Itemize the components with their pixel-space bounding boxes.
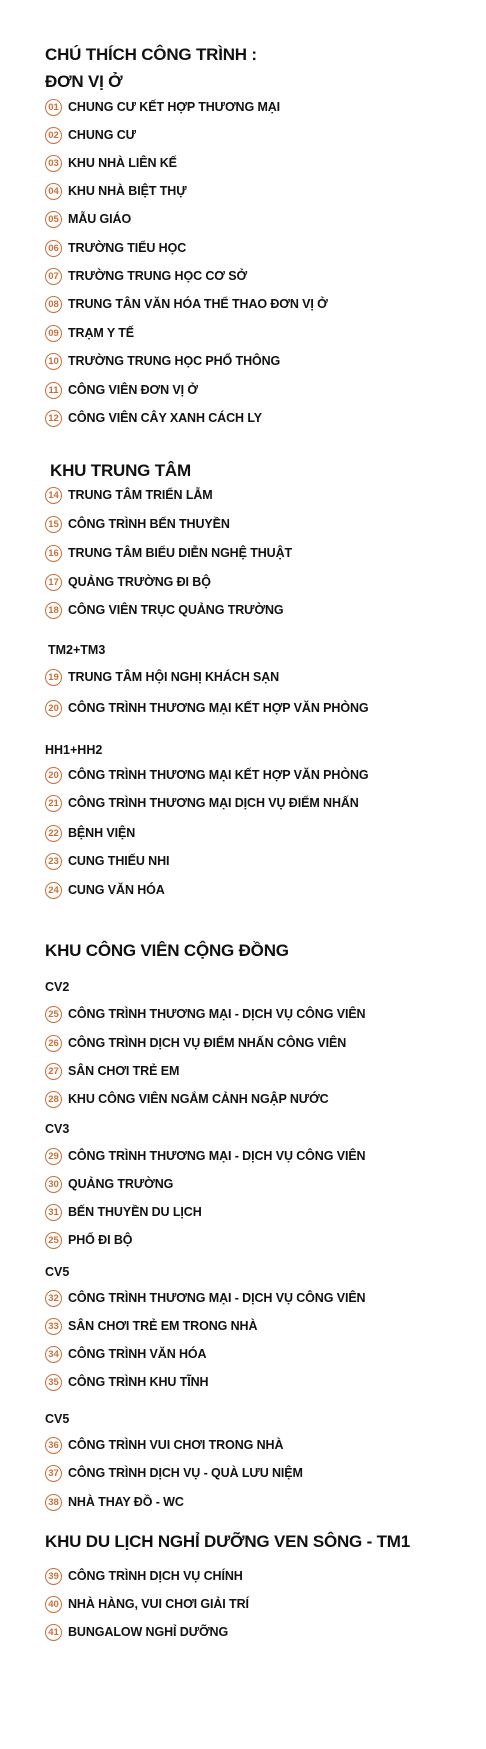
legend-item-label: CHUNG CƯ KẾT HỢP THƯƠNG MẠI	[68, 100, 281, 114]
section-heading-khu-cong-vien: KHU CÔNG VIÊN CỘNG ĐỒNG	[45, 941, 289, 960]
number-badge: 12	[45, 410, 62, 427]
legend-item-label: NHÀ THAY ĐỒ - WC	[68, 1495, 184, 1509]
number-badge: 41	[45, 1624, 62, 1641]
legend-item-label: KHU NHÀ LIÊN KẾ	[68, 156, 177, 170]
number-badge: 31	[45, 1204, 62, 1221]
number-badge: 25	[45, 1232, 62, 1249]
legend-item	[45, 1343, 206, 1365]
legend-item-label: CÔNG TRÌNH KHU TĨNH	[68, 1375, 209, 1389]
section-heading-khu-du-lich: KHU DU LỊCH NGHỈ DƯỠNG VEN SÔNG - TM1	[45, 1532, 410, 1551]
legend-title: CHÚ THÍCH CÔNG TRÌNH :	[45, 45, 257, 64]
legend-item	[45, 293, 328, 315]
legend-item	[45, 1371, 208, 1393]
number-badge: 33	[45, 1318, 62, 1335]
legend-item-label: TRƯỜNG TRUNG HỌC CƠ SỞ	[68, 269, 248, 283]
legend-item-label: CÔNG TRÌNH THƯƠNG MẠI KẾT HỢP VĂN PHÒNG	[68, 768, 369, 782]
legend-item-label: TRẠM Y TẾ	[68, 326, 135, 340]
legend-item-label: CÔNG TRÌNH THƯƠNG MẠI - DỊCH VỤ CÔNG VIÊN	[68, 1007, 366, 1021]
number-badge: 25	[45, 1006, 62, 1023]
legend-item	[45, 407, 262, 429]
legend-item	[45, 513, 230, 535]
number-badge: 35	[45, 1374, 62, 1391]
legend-item	[45, 180, 187, 202]
legend-item-label: MẪU GIÁO	[68, 212, 132, 226]
legend-item-label: CHUNG CƯ	[68, 128, 136, 142]
legend-item-label: TRUNG TÂM HỘI NGHỊ KHÁCH SẠN	[68, 670, 280, 684]
legend-item-label: CUNG THIẾU NHI	[68, 854, 170, 868]
legend-item	[45, 792, 359, 814]
number-badge: 14	[45, 487, 62, 504]
section-heading-tm2-tm3: TM2+TM3	[48, 643, 106, 657]
number-badge: 16	[45, 545, 62, 562]
number-badge: 09	[45, 325, 62, 342]
legend-item	[45, 1287, 366, 1309]
legend-item-label: KHU NHÀ BIỆT THỰ	[68, 184, 187, 198]
legend-item-label: BUNGALOW NGHỈ DƯỠNG	[68, 1625, 229, 1639]
number-badge: 38	[45, 1494, 62, 1511]
number-badge: 21	[45, 795, 62, 812]
legend-item-label: CÔNG VIÊN CÂY XANH CÁCH LY	[68, 411, 262, 425]
number-badge: 29	[45, 1148, 62, 1165]
legend-item-label: TRƯỜNG TRUNG HỌC PHỔ THÔNG	[68, 354, 281, 368]
legend-item-label: PHỐ ĐI BỘ	[68, 1233, 133, 1247]
legend-item	[45, 379, 198, 401]
number-badge: 02	[45, 127, 62, 144]
number-badge: 24	[45, 882, 62, 899]
legend-item	[45, 1621, 228, 1643]
legend-item	[45, 124, 136, 146]
number-badge: 30	[45, 1176, 62, 1193]
legend-item	[45, 879, 165, 901]
legend-item	[45, 484, 213, 506]
legend-item-label: TRUNG TÂM TRIỂN LẪM	[68, 488, 213, 502]
legend-item	[45, 96, 280, 118]
number-badge: 27	[45, 1063, 62, 1080]
legend-item	[45, 265, 247, 287]
legend-item	[45, 350, 280, 372]
number-badge: 20	[45, 700, 62, 717]
legend-item-label: CÔNG TRÌNH DỊCH VỤ - QUÀ LƯU NIỆM	[68, 1466, 303, 1480]
section-heading-cv5: CV5	[45, 1412, 70, 1426]
legend-item	[45, 850, 169, 872]
legend-item	[45, 697, 369, 719]
legend-item-label: TRƯỜNG TIỂU HỌC	[68, 241, 187, 255]
number-badge: 40	[45, 1596, 62, 1613]
legend-item	[45, 1032, 346, 1054]
legend-item-label: CÔNG TRÌNH DỊCH VỤ CHÍNH	[68, 1569, 243, 1583]
legend-item	[45, 822, 135, 844]
legend-item	[45, 1565, 243, 1587]
number-badge: 15	[45, 516, 62, 533]
legend-item	[45, 1003, 366, 1025]
legend-item	[45, 764, 369, 786]
section-heading-cv3: CV3	[45, 1122, 70, 1136]
number-badge: 26	[45, 1035, 62, 1052]
number-badge: 20	[45, 767, 62, 784]
legend-item-label: SÂN CHƠI TRẺ EM	[68, 1064, 180, 1078]
legend-item	[45, 1434, 283, 1456]
number-badge: 39	[45, 1568, 62, 1585]
legend-item	[45, 152, 177, 174]
legend-item	[45, 1201, 202, 1223]
number-badge: 11	[45, 382, 62, 399]
legend-item-label: QUẢNG TRƯỜNG ĐI BỘ	[68, 575, 211, 589]
section-heading-cv5: CV5	[45, 1265, 70, 1279]
legend-item-label: CÔNG TRÌNH THƯƠNG MẠI DỊCH VỤ ĐIỂM NHẤN	[68, 796, 359, 810]
legend-item-label: CÔNG TRÌNH VĂN HÓA	[68, 1347, 207, 1361]
legend-item	[45, 1145, 366, 1167]
number-badge: 03	[45, 155, 62, 172]
legend-item	[45, 542, 292, 564]
legend-item-label: CÔNG VIÊN ĐƠN VỊ Ở	[68, 383, 198, 397]
number-badge: 34	[45, 1346, 62, 1363]
legend-item-label: NHÀ HÀNG, VUI CHƠI GIẢI TRÍ	[68, 1597, 249, 1611]
legend-item-label: CUNG VĂN HÓA	[68, 883, 165, 897]
legend-item	[45, 599, 284, 621]
legend-item	[45, 208, 131, 230]
legend-item	[45, 322, 134, 344]
section-heading-don-vi-o: ĐƠN VỊ Ở	[45, 72, 123, 91]
legend-item	[45, 1229, 132, 1251]
legend-item-label: CÔNG VIÊN TRỤC QUẢNG TRƯỜNG	[68, 603, 284, 617]
number-badge: 32	[45, 1290, 62, 1307]
legend-item-label: CÔNG TRÌNH BẾN THUYỀN	[68, 517, 230, 531]
number-badge: 36	[45, 1437, 62, 1454]
legend-item	[45, 1593, 249, 1615]
number-badge: 37	[45, 1465, 62, 1482]
legend-item-label: TRUNG TÂN VĂN HÓA THỂ THAO ĐƠN VỊ Ở	[68, 297, 328, 311]
section-heading-hh1-hh2: HH1+HH2	[45, 743, 103, 757]
legend-item-label: KHU CÔNG VIÊN NGẮM CẢNH NGẬP NƯỚC	[68, 1092, 329, 1106]
number-badge: 05	[45, 211, 62, 228]
legend-item	[45, 1491, 184, 1513]
number-badge: 10	[45, 353, 62, 370]
legend-item-label: QUẢNG TRƯỜNG	[68, 1177, 174, 1191]
legend-item	[45, 1060, 179, 1082]
legend-item	[45, 1462, 303, 1484]
number-badge: 18	[45, 602, 62, 619]
legend-item-label: BỆNH VIỆN	[68, 826, 136, 840]
section-heading-cv2: CV2	[45, 980, 70, 994]
legend-item	[45, 1173, 173, 1195]
legend-item	[45, 237, 186, 259]
number-badge: 06	[45, 240, 62, 257]
legend-item-label: BẾN THUYỀN DU LỊCH	[68, 1205, 202, 1219]
number-badge: 19	[45, 669, 62, 686]
legend-item-label: SÂN CHƠI TRẺ EM TRONG NHÀ	[68, 1319, 258, 1333]
legend-item	[45, 571, 211, 593]
number-badge: 07	[45, 268, 62, 285]
legend-item-label: CÔNG TRÌNH THƯƠNG MẠI - DỊCH VỤ CÔNG VIÊN	[68, 1149, 366, 1163]
legend-item	[45, 1088, 329, 1110]
legend-item-label: CÔNG TRÌNH THƯƠNG MẠI KẾT HỢP VĂN PHÒNG	[68, 701, 369, 715]
legend-item-label: CÔNG TRÌNH THƯƠNG MẠI - DỊCH VỤ CÔNG VIÊN	[68, 1291, 366, 1305]
legend-item	[45, 1315, 257, 1337]
number-badge: 22	[45, 825, 62, 842]
number-badge: 28	[45, 1091, 62, 1108]
legend-item-label: CÔNG TRÌNH DỊCH VỤ ĐIỂM NHẤN CÔNG VIÊN	[68, 1036, 347, 1050]
legend-item	[45, 666, 279, 688]
number-badge: 08	[45, 296, 62, 313]
section-heading-khu-trung-tam: KHU TRUNG TÂM	[50, 461, 191, 480]
number-badge: 17	[45, 574, 62, 591]
number-badge: 01	[45, 99, 62, 116]
legend-item-label: TRUNG TÂM BIỂU DIỄN NGHỆ THUẬT	[68, 546, 293, 560]
legend-item-label: CÔNG TRÌNH VUI CHƠI TRONG NHÀ	[68, 1438, 284, 1452]
number-badge: 23	[45, 853, 62, 870]
number-badge: 04	[45, 183, 62, 200]
